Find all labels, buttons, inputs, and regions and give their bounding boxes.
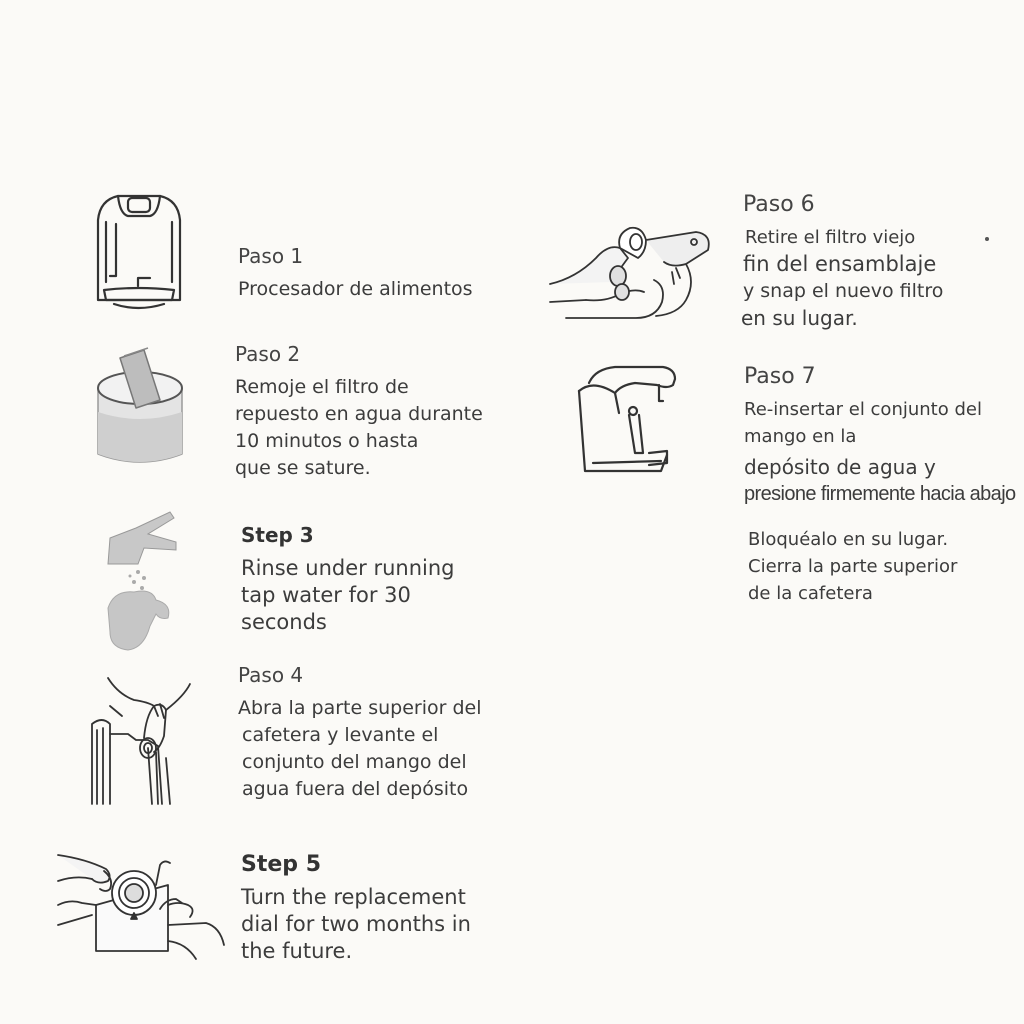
step-text: 10 minutos o hasta [235, 430, 419, 452]
step-text: seconds [241, 610, 327, 634]
hands-turning-dial-icon [56, 845, 226, 965]
step-title: Paso 4 [238, 663, 304, 687]
step-text: conjunto del mango del [242, 751, 467, 773]
step-7 [744, 363, 1016, 508]
hands-replacing-filter-icon [546, 222, 716, 324]
coffee-maker-closed-icon [575, 363, 685, 478]
step-text: agua fuera del depósito [242, 778, 469, 800]
hand-lifting-reservoir-icon [88, 676, 193, 808]
step-5 [241, 851, 471, 965]
step-text: Retire el filtro viejo [745, 227, 916, 248]
step-text: de la cafetera [748, 583, 873, 604]
step-text: Bloquéalo en su lugar. [748, 529, 949, 550]
coffee-maker-icon [88, 190, 188, 315]
step-text: y snap el nuevo filtro [743, 280, 944, 302]
step-7-extra [748, 526, 957, 607]
step-title: Step 3 [241, 523, 314, 547]
step-title: Paso 7 [744, 364, 816, 389]
step-3 [241, 522, 455, 636]
step-6 [743, 191, 943, 332]
step-text: presione firmemente hacia abajo [744, 483, 1016, 505]
faucet-rinse-icon [100, 508, 180, 653]
soaking-cup-icon [92, 342, 187, 472]
step-title: Paso 1 [238, 244, 304, 268]
step-text: Procesador de alimentos [238, 278, 473, 300]
step-text: the future. [241, 939, 353, 963]
step-text: que se sature. [235, 457, 371, 479]
step-1 [238, 243, 473, 303]
step-text: Turn the replacement [241, 885, 466, 909]
step-text: mango en la [744, 426, 857, 447]
step-text: Remoje el filtro de [235, 376, 409, 398]
step-text: fin del ensamblaje [743, 252, 937, 276]
step-text: en su lugar. [741, 306, 858, 330]
step-text: depósito de agua y [744, 455, 936, 479]
step-text: Rinse under running [241, 556, 455, 580]
step-title: Step 5 [241, 852, 321, 877]
step-2 [235, 341, 483, 482]
step-4 [238, 662, 482, 803]
step-text: Cierra la parte superior [748, 556, 958, 577]
step-text: tap water for 30 [241, 583, 411, 607]
step-title: Paso 2 [235, 342, 301, 366]
step-title: Paso 6 [743, 192, 815, 217]
step-text: cafetera y levante el [242, 724, 439, 746]
step-text: repuesto en agua durante [235, 403, 483, 425]
step-text: Re-insertar el conjunto del [744, 399, 982, 420]
stray-dot [985, 237, 989, 241]
step-text: Abra la parte superior del [238, 697, 482, 719]
step-text: dial for two months in [241, 912, 471, 936]
